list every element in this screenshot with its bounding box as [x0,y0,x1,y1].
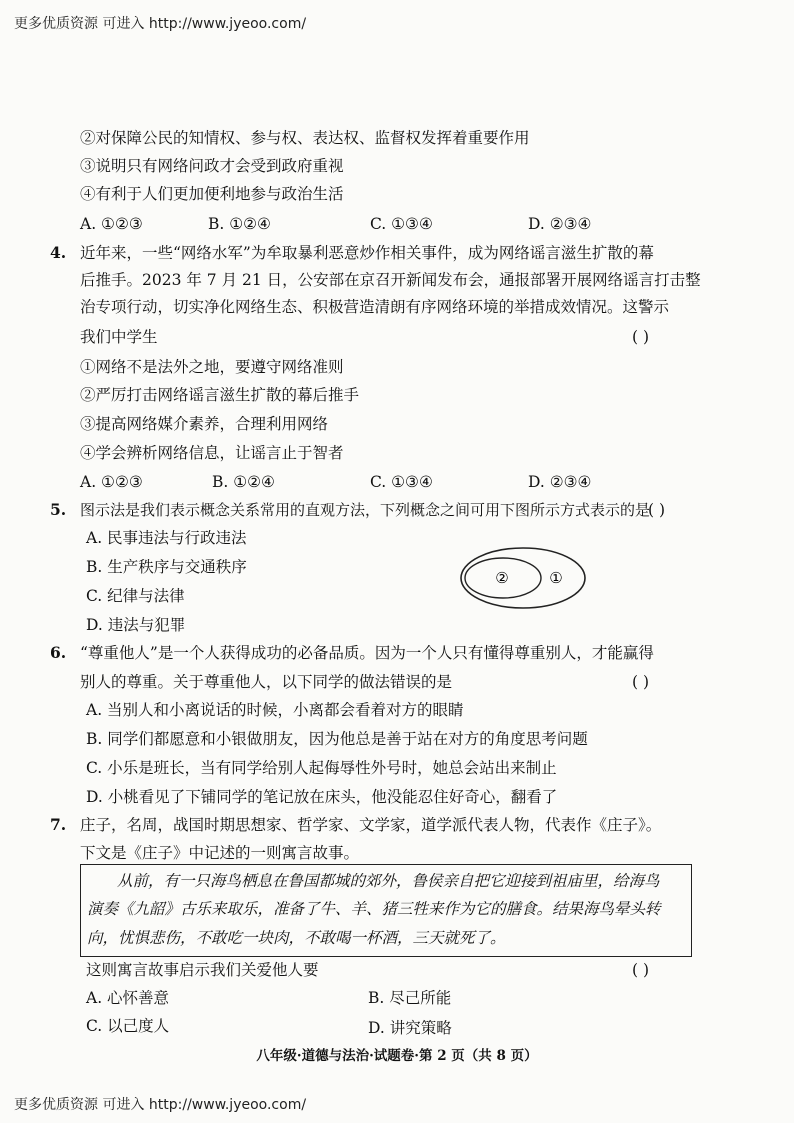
q6-answer-blank: ( ) [632,673,650,691]
q4-number: 4. [50,243,67,262]
q6-option-d: D. 小桃看见了下铺同学的笔记放在床头，他没能忍住好奇心，翻看了 [86,788,558,806]
q5-option-d: D. 违法与犯罪 [86,616,186,634]
q4-item-1: ①网络不是法外之地，要遵守网络准则 [80,358,344,376]
q4-stem-line-1: 近年来，一些“网络水军”为牟取暴利恶意炒作相关事件，成为网络谣言滋生扩散的幕 [80,244,654,262]
venn-inner-label: ② [495,569,509,587]
fable-box [80,864,692,957]
q3-option-d: D. ②③④ [528,215,592,233]
q6-option-a: A. 当别人和小离说话的时候，小离都会看着对方的眼睛 [86,701,464,719]
q5-answer-blank: ( ) [648,501,666,519]
venn-outer-label: ① [549,569,563,587]
fable-line-3: 向，忧惧悲伤，不敢吃一块肉，不敢喝一杯酒，三天就死了。 [87,929,506,947]
bottom-banner: 更多优质资源 可进入 http://www.jyeoo.com/ [14,1097,307,1113]
q4-stem-line-3: 治专项行动，切实净化网络生态、积极营造清朗有序网络环境的举措成效情况。这警示 [80,298,670,316]
q3-option-a: A. ①②③ [80,215,143,233]
q4-stem-line-2: 后推手。2023 年 7 月 21 日，公安部在京召开新闻发布会，通报部署开展网络谣言打击整 [80,271,701,289]
q4-stem-line-4: 我们中学生 [80,328,158,346]
q3-item-3: ③说明只有网络问政才会受到政府重视 [80,157,344,175]
q3-option-c: C. ①③④ [370,215,433,233]
q7-option-c: C. 以己度人 [86,1017,170,1035]
q3-option-b: B. ①②④ [208,215,271,233]
q7-number: 7. [50,815,67,834]
q4-item-4: ④学会辨析网络信息，让谣言止于智者 [80,444,344,462]
venn-diagram [458,546,588,612]
q4-option-a: A. ①②③ [80,473,143,491]
q7-stem-line-2: 下文是《庄子》中记述的一则寓言故事。 [80,844,360,862]
q6-option-c: C. 小乐是班长，当有同学给别人起侮辱性外号时，她总会站出来制止 [86,759,557,777]
q4-answer-blank: ( ) [632,328,650,346]
top-banner: 更多优质资源 可进入 http://www.jyeoo.com/ [14,16,307,32]
venn-outer-ellipse [461,548,585,608]
q7-stem-line-1: 庄子，名周，战国时期思想家、哲学家、文学家，道学派代表人物，代表作《庄子》。 [80,816,662,834]
q5-option-b: B. 生产秩序与交通秩序 [86,558,247,576]
q7-option-a: A. 心怀善意 [86,989,170,1007]
q3-item-2: ②对保障公民的知情权、参与权、表达权、监督权发挥着重要作用 [80,129,530,147]
q5-option-c: C. 纪律与法律 [86,587,185,605]
q5-stem: 图示法是我们表示概念关系常用的直观方法，下列概念之间可用下图所示方式表示的是 [80,501,651,519]
q7-option-d: D. 讲究策略 [368,1019,452,1037]
q3-item-4: ④有利于人们更加便利地参与政治生活 [80,185,344,203]
q7-question: 这则寓言故事启示我们关爱他人要 [86,961,319,979]
page-footer: 八年级·道德与法治·试题卷·第 2 页（共 8 页） [256,1048,538,1064]
q4-item-2: ②严厉打击网络谣言滋生扩散的幕后推手 [80,386,360,404]
fable-line-2: 演奏《九韶》古乐来取乐，准备了牛、羊、猪三牲来作为它的膳食。结果海鸟晕头转 [87,900,661,918]
q4-item-3: ③提高网络媒介素养，合理利用网络 [80,415,329,433]
q4-option-c: C. ①③④ [370,473,433,491]
q6-number: 6. [50,643,67,662]
q6-stem-line-2: 别人的尊重。关于尊重他人，以下同学的做法错误的是 [80,673,453,691]
q7-answer-blank: ( ) [632,961,650,979]
q6-stem-line-1: “尊重他人”是一个人获得成功的必备品质。因为一个人只有懂得尊重别人，才能赢得 [80,644,654,662]
fable-line-1: 从前，有一只海鸟栖息在鲁国都城的郊外，鲁侯亲自把它迎接到祖庙里，给海鸟 [117,872,660,890]
q6-option-b: B. 同学们都愿意和小银做朋友，因为他总是善于站在对方的角度思考问题 [86,730,588,748]
q7-option-b: B. 尽己所能 [368,989,452,1007]
q5-number: 5. [50,500,67,519]
q4-option-b: B. ①②④ [212,473,275,491]
q4-option-d: D. ②③④ [528,473,592,491]
q5-option-a: A. 民事违法与行政违法 [86,529,247,547]
